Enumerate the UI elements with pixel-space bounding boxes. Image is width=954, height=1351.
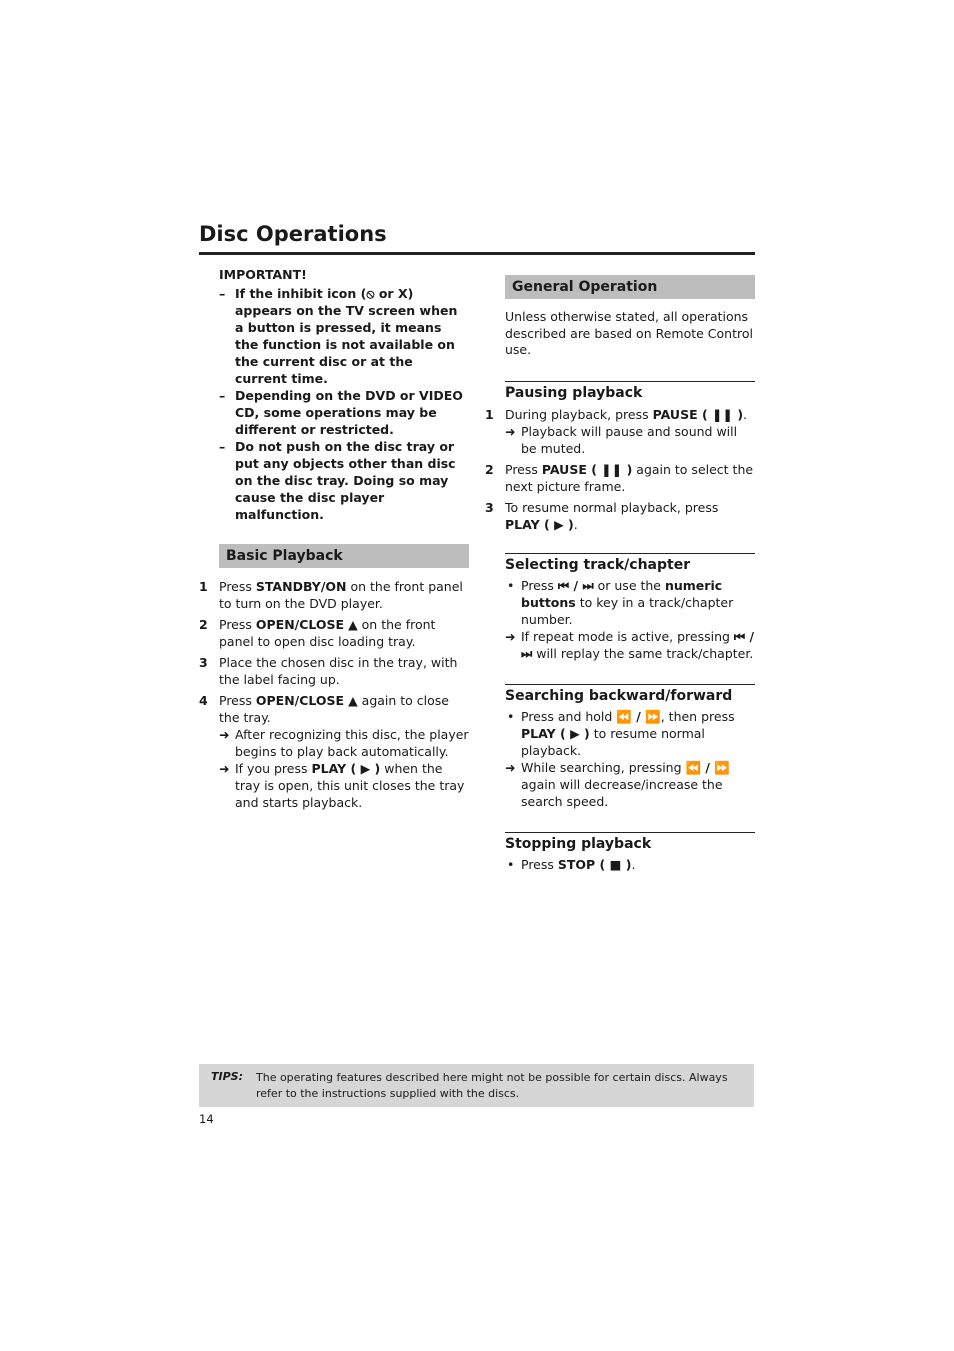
list-item: ➜ While searching, pressing ⏪ / ⏩ again will decrease/increase the search speed.	[505, 759, 730, 809]
inhibit-icon: ⦸	[366, 286, 375, 301]
tips-label: TIPS:	[211, 1070, 243, 1083]
important-list	[219, 285, 469, 523]
basic-playback-steps	[199, 578, 469, 811]
pausing-section	[485, 381, 755, 533]
pausing-steps	[485, 406, 755, 533]
step-item: 2 Press OPEN/CLOSE ▲ on the front panel to open disc loading tray.	[199, 617, 436, 649]
arrow-icon: ➜	[219, 761, 230, 776]
step-item: 3 To resume normal playback, press PLAY ( ▶ ).	[485, 499, 719, 532]
list-item: • Press ⏮ / ⏭ or use the numeric buttons to key in a track/chapter number.	[507, 577, 734, 627]
list-item: • Press and hold ⏪ / ⏩, then press PLAY ( ▶ ) to resume normal playback.	[507, 708, 735, 758]
important-item: – Do not push on the disc tray or put any objects other than disc on the disc tray. Doing so may cause the disc player malfunction.	[219, 439, 456, 522]
arrow-icon: ➜	[505, 423, 516, 439]
selecting-section	[485, 553, 755, 662]
section-rule	[505, 684, 755, 685]
important-heading: IMPORTANT!	[219, 267, 307, 282]
tips-box	[199, 1064, 754, 1107]
rewind-forward-icon: ⏪ / ⏩	[616, 708, 661, 724]
right-column	[485, 275, 755, 873]
searching-section	[485, 684, 755, 810]
eject-icon: ▲	[344, 617, 358, 632]
step-item: 1 During playback, press PAUSE ( ❚❚ ). ➜ Playback will pause and sound will be muted.	[485, 406, 755, 457]
searching-heading: Searching backward/forward	[505, 687, 733, 704]
selecting-heading: Selecting track/chapter	[505, 556, 691, 573]
result-note: ➜ If you press PLAY ( ▶ ) when the tray is open, this unit closes the tray and starts playback.	[219, 761, 465, 810]
important-item: – If the inhibit icon (⦸ or X) appears on the TV screen when a button is pressed, it means the function is not available on the current disc or at the current time.	[219, 286, 458, 386]
title-rule	[199, 252, 755, 255]
important-item: – Depending on the DVD or VIDEO CD, some operations may be different or restricted.	[219, 388, 463, 437]
tips-text: The operating features described here might not be possible for certain discs. Always refer to the instructions supplied with the discs.	[256, 1071, 728, 1100]
selecting-list	[505, 577, 755, 662]
arrow-icon: ➜	[219, 727, 230, 742]
section-rule	[505, 381, 755, 382]
page-number: 14	[199, 1112, 214, 1126]
general-operation-heading: General Operation	[505, 275, 755, 299]
section-rule	[505, 832, 755, 833]
eject-icon: ▲	[344, 693, 358, 708]
section-rule	[505, 553, 755, 554]
general-intro: Unless otherwise stated, all operations described are based on Remote Control use.	[505, 309, 753, 357]
prev-next-icon: ⏮ / ⏭	[557, 577, 594, 593]
pausing-heading: Pausing playback	[505, 384, 643, 401]
rewind-forward-icon: ⏪ / ⏩	[685, 759, 730, 775]
page-title: Disc Operations	[199, 222, 387, 246]
searching-list	[505, 708, 755, 810]
result-note: ➜ Playback will pause and sound will be muted.	[505, 423, 738, 456]
stopping-list	[505, 856, 755, 873]
stopping-heading: Stopping playback	[505, 835, 652, 852]
step-item: 4 Press OPEN/CLOSE ▲ again to close the tray. ➜ After recognizing this disc, the player begins to play back automatically. ➜ If you press PLAY ( ▶ ) when the tray is open, this unit closes the tray and starts playback.	[199, 693, 469, 810]
step-item: 2 Press PAUSE ( ❚❚ ) again to select the next picture frame.	[485, 461, 754, 494]
left-column	[199, 266, 469, 815]
prev-next-icon: ⏮ / ⏭	[521, 628, 755, 661]
list-item: • Press STOP ( ■ ).	[507, 856, 636, 872]
arrow-icon: ➜	[505, 628, 516, 644]
stopping-section	[485, 832, 755, 873]
step-item: 1 Press STANDBY/ON on the front panel to turn on the DVD player.	[199, 579, 463, 611]
result-note: ➜ After recognizing this disc, the player begins to play back automatically.	[219, 727, 469, 759]
basic-playback-heading: Basic Playback	[219, 544, 469, 568]
arrow-icon: ➜	[505, 759, 516, 775]
list-item: ➜ If repeat mode is active, pressing ⏮ / ⏭ will replay the same track/chapter.	[505, 628, 755, 661]
step-item: 3 Place the chosen disc in the tray, with the label facing up.	[199, 655, 458, 687]
